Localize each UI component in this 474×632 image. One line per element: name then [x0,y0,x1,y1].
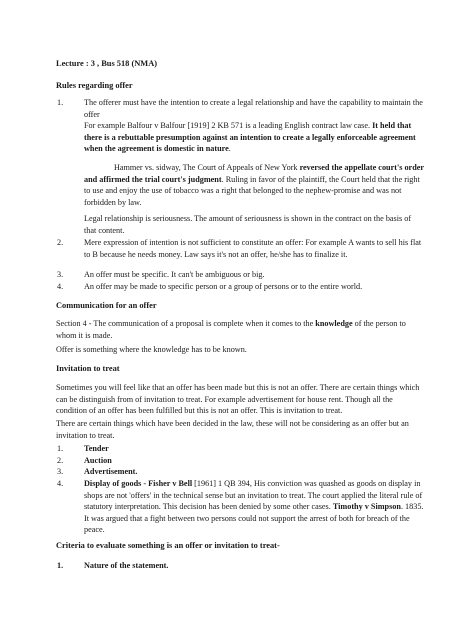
rule-3-number: 3. [57,270,64,279]
criteria-item-number: 1. [57,561,64,570]
rule-1 [84,97,424,155]
display-of-goods-text [84,478,424,536]
section-4-a: Section 4 - The communication of a proposal is complete when it comes to the [56,319,316,328]
rule-2-number: 2. [57,238,64,247]
display-of-goods-title: Display of goods - Fisher v Bell [84,479,193,488]
rule-1-example: For example Balfour v Balfour [1919] 2 KB 571 is a leading English contract law case. [84,121,373,131]
invitation-paragraph-2: There are certain things which have been decided in the law, these will not be considering as an offer but an invitation to treat. [56,419,409,440]
rule-1-number: 1. [57,98,64,107]
list-item-tender: Tender [84,444,109,453]
rule-4-number: 4. [57,282,64,291]
list-item-3-number: 3. [57,467,64,476]
hammer-text-c: . Ruling in favor of the plaintiff, the Court held that the right to use and enjoy the use of tobacco was a right that belonged to the nephew-promise and was not forbidden by law. [84,174,420,207]
rule-2-text: Mere expression of intention is not sufficient to constitute an offer: For example A wants to sell his flat to B because he needs money. Law says it's not an offer, he/she has to finalize it. [84,238,422,259]
timothy-case: Timothy v Simpson [332,502,401,512]
legal-relationship-text: Legal relationship is seriousness. The amount of seriousness is shown in the contract on the basis of that content. [84,214,412,235]
invitation-heading: Invitation to treat [56,364,120,373]
rule-1-text: The offerer must have the intention to create a legal relationship and have the capability to maintain the offer [84,98,423,119]
rule-4-text: An offer may be made to specific person or a group of persons or to the entire world. [84,282,363,291]
list-item-4-number: 4. [57,479,64,488]
hammer-paragraph [84,162,424,208]
section-4-text [56,318,422,341]
timothy-body: . 1835. It was argued that a fight between two persons could not support the arrest of both for breach of the peace. [84,502,424,535]
invitation-paragraph-1: Sometimes you will feel like that an offer has been made but this is not an offer. There are certain things which can be distinguish from of invitation to treat. For example advertisement for house rent. Though all the condition of an offer has been fulfilled but this is not an offer. This is invitation to treat. [56,383,420,416]
rule-3-text: An offer must be specific. It can't be ambiguous or big. [84,270,265,279]
criteria-item-nature: Nature of the statement. [84,561,169,570]
rule-1-period: . [228,144,231,154]
display-of-goods-body: [1961] 1 QB 394, His conviction was quashed as goods on display in shops are not 'offers' in the technical sense but an invitation to treat. The court applied the literal rule of statutory interpretation. This decision has been denied by some other cases. [84,479,423,512]
list-item-2-number: 2. [57,456,64,465]
criteria-heading: Criteria to evaluate something is an offer or invitation to treat- [56,541,280,550]
hammer-holding: reversed the appellate court's order and affirmed the trial court's judgment [84,163,424,184]
hammer-text-a: Hammer vs. sidway, The Court of Appeals of New York [114,163,300,172]
list-item-1-number: 1. [57,444,64,453]
list-item-auction: Auction [84,456,112,465]
communication-heading: Communication for an offer [56,301,157,310]
offer-knowledge-text: Offer is something where the knowledge has to be known. [56,345,247,354]
rule-1-presumption: It held that there is a rebuttable presumption against an intention to create a legally enforceable agreement when the agreement is domestic in nature [84,121,416,154]
section-4-knowledge: knowledge [315,319,353,328]
rules-heading: Rules regarding offer [56,81,133,90]
lecture-title: Lecture : 3 , Bus 518 (NMA) [56,59,158,68]
list-item-advertisement: Advertisement. [84,467,138,476]
section-4-c: of the person to whom it is made. [56,319,406,340]
